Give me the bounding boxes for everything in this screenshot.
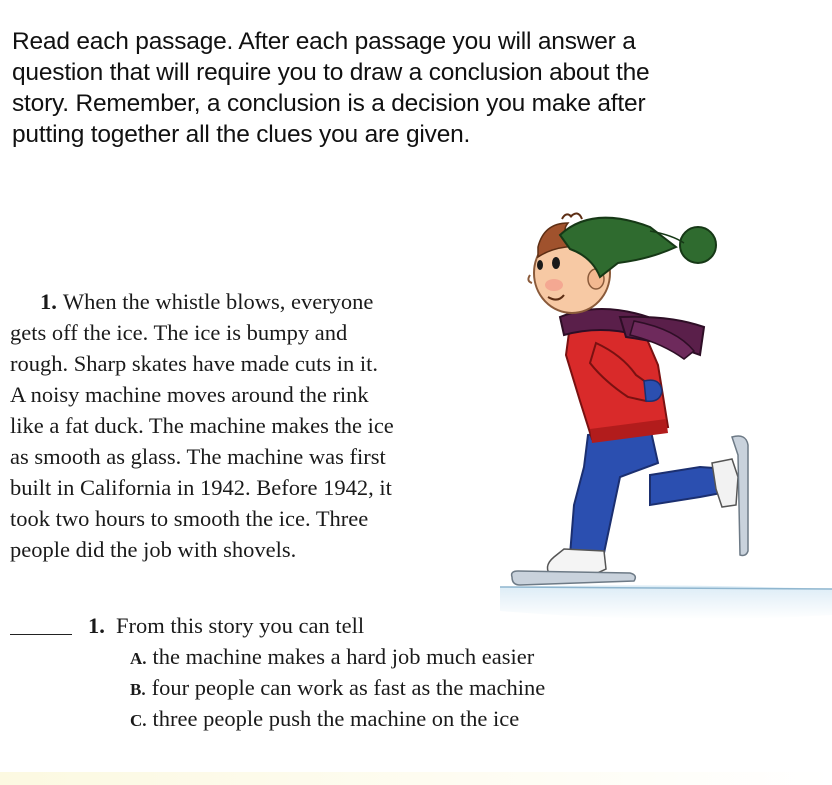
choice-text: three people push the machine on the ice <box>152 706 520 731</box>
choice-text: the machine makes a hard job much easier <box>152 644 535 669</box>
choice-c <box>10 703 710 734</box>
passage-line: rough. Sharp skates have made cuts in it. <box>10 351 379 376</box>
choice-letter: B. <box>130 680 146 699</box>
reading-passage <box>10 286 480 565</box>
instructions <box>12 26 692 150</box>
choice-text: four people can work as fast as the machine <box>151 675 546 700</box>
passage-line: A noisy machine moves around the rink <box>10 382 369 407</box>
choice-a <box>10 641 710 672</box>
question-number: 1. <box>88 613 105 638</box>
choice-b <box>10 672 710 703</box>
answer-blank[interactable] <box>10 610 72 635</box>
passage-line: built in California in 1942. Before 1942, it <box>10 475 392 500</box>
question-stem: From this story you can tell <box>116 613 365 638</box>
passage-line: like a fat duck. The machine makes the ice <box>10 413 394 438</box>
question-row <box>10 610 710 641</box>
instructions-line: Read each passage. After each passage you will answer a <box>12 28 636 55</box>
passage-line: gets off the ice. The ice is bumpy and <box>10 320 348 345</box>
passage-line: as smooth as glass. The machine was first <box>10 444 386 469</box>
passage-line: people did the job with shovels. <box>10 537 297 562</box>
instructions-line: story. Remember, a conclusion is a decision you make after <box>12 90 646 117</box>
instructions-line: question that will require you to draw a conclusion about the <box>12 59 650 86</box>
passage-line: took two hours to smooth the ice. Three <box>10 506 369 531</box>
ice-skater-illustration <box>500 205 832 625</box>
passage-number: 1. <box>40 289 57 314</box>
passage-line: When the whistle blows, everyone <box>62 289 374 314</box>
passage-first-line <box>10 286 480 317</box>
choice-letter: C. <box>130 711 147 730</box>
page-edge-tint <box>0 772 832 785</box>
choice-letter: A. <box>130 649 147 668</box>
question-block <box>10 610 710 734</box>
instructions-line: putting together all the clues you are given. <box>12 121 471 148</box>
